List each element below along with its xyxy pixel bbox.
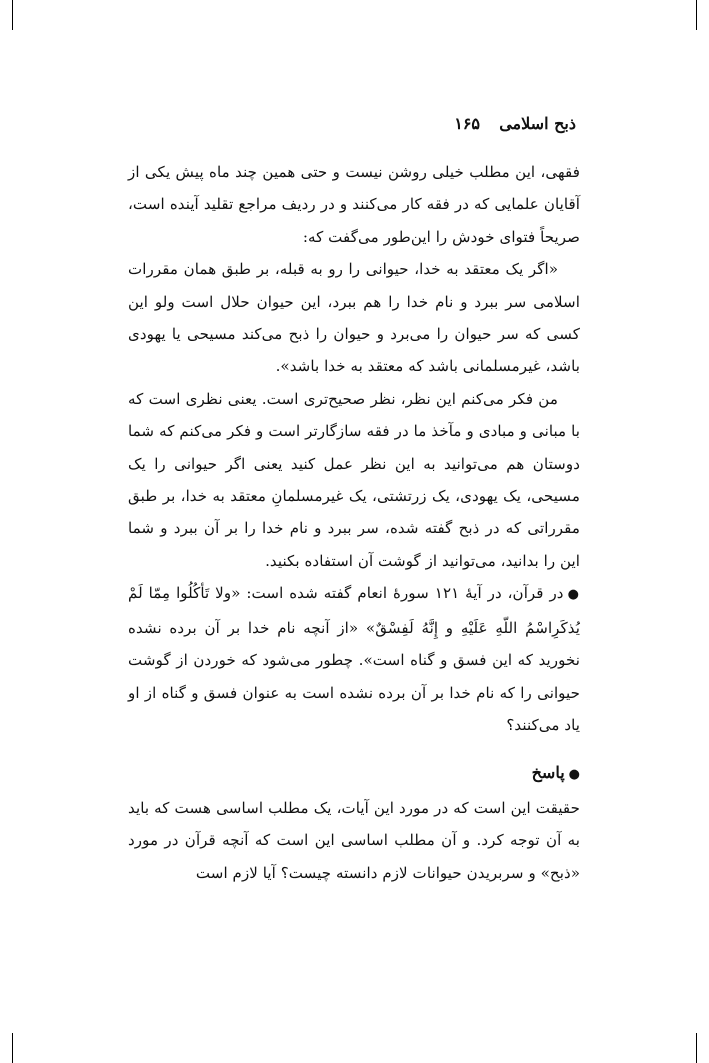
running-head-title: ذبح اسلامی	[499, 114, 576, 133]
page-number: ۱۶۵	[454, 114, 480, 133]
crop-mark-top-right	[696, 0, 697, 30]
paragraph-quote: «اگر یک معتقد به خدا، حیوانی را رو به قبله، بر طبق همان مقررات اسلامی سر ببرد و نام خدا را هم ببرد، این حیوان حلال است ولو این‌ کسی که سر حیوان را می‌برد و حیوان را ذبح می‌کند مسیحی یا یهودی باشد، غیرمسلمانی باشد که معتقد به خدا باشد».	[128, 260, 580, 376]
answer-heading	[128, 757, 580, 791]
bullet-icon: ●	[568, 767, 580, 783]
question-text: در قرآن، در آیهٔ ۱۲۱ سورهٔ انعام گفته شده است: «ولا تَأكُلُوا مِمّا لَمْ يُذكَرِاسْمُ اللّهِ عَلَيْهِ و إِنَّهُ لَفِسْقٌ» «از آنچه نام خدا بر آن برده نشده نخورید که این فسق و گناه است». چطور می‌شود که خوردن از گوشت حیوانی را که نام خدا بر آن برده نشده است به عنوان فسق و گناه از او یاد می‌کنند؟	[128, 584, 580, 734]
answer-heading-text: پاسخ	[531, 763, 565, 783]
paragraph-opinion: من فکر می‌کنم این نظر، نظر صحیح‌تری است. یعنی نظری است که با مبانی و مبادی و مآخذ ما در فقه سازگارتر است و فکر می‌کنم که شما دوستان هم می‌توانید به این نظر عمل کنید یعنی اگر حیوانی را یک مسیحی، یک یهودی، یک زرتشتی، یک غیرمسلمانِ معتقد به خدا، بر طبق مقرراتی که در ذبح گفته شده، سر ببرد و نام خدا را بر آن ببرد و شما این را بدانید، می‌توانید از گوشت آن استفاده بکنید.	[128, 389, 580, 570]
crop-mark-bottom-left	[12, 1033, 13, 1063]
crop-mark-bottom-right	[696, 1033, 697, 1063]
running-head	[128, 110, 580, 142]
answer-paragraph: حقیقت این است که در مورد این آیات، یک مطلب اساسی هست که باید به آن توجه کرد. و آن مطلب اساسی این است که آنچه قرآن در مورد «ذبح» و سربریدن حیوانات لازم دانسته چیست؟ آیا لازم است	[128, 798, 580, 882]
crop-mark-top-left	[12, 0, 13, 30]
paragraph-continuation: فقهی، این مطلب خیلی روشن نیست و حتی همین چند ماه پیش یکی از آقایان علمایی که در فقه کار می‌کنند و در ردیف مراجع تقلید آینده است، صریحاً فتوای خودش را این‌طور می‌گفت که:	[128, 163, 580, 246]
question-paragraph	[128, 577, 580, 741]
body-text	[128, 156, 580, 889]
bullet-icon: ●	[567, 587, 580, 603]
